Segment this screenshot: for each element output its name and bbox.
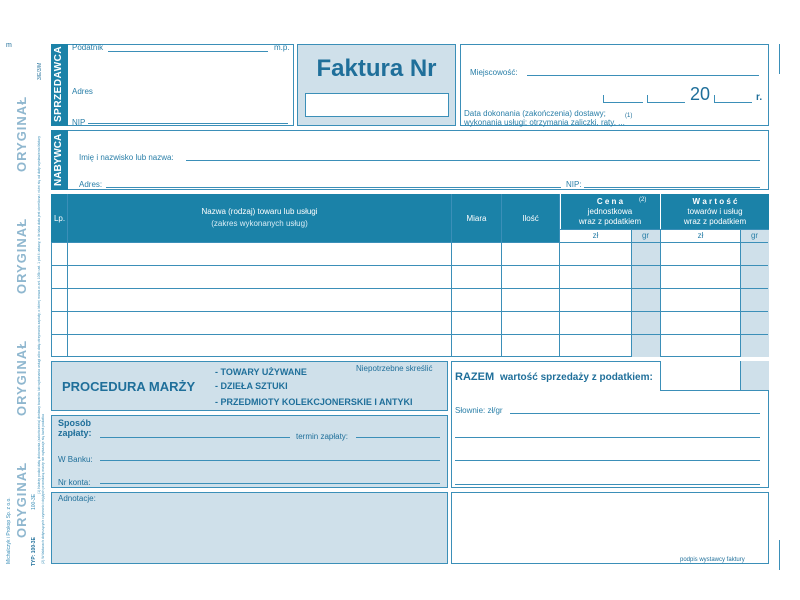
seller-podatnik-label: Podatnik — [72, 43, 104, 52]
col-value-header-3: wraz z podatkiem — [683, 217, 747, 226]
buyer-name-line[interactable] — [186, 153, 760, 161]
col-name-header: Nazwa (rodzaj) towaru lub usługi — [201, 207, 318, 216]
sidebar-publisher: Michalczyk i Prokop Sp. z o.o. — [6, 497, 12, 564]
place-line[interactable] — [527, 68, 759, 76]
margin-item-1[interactable]: - TOWARY UŻYWANE — [215, 367, 307, 377]
right-edge-mark-1 — [779, 44, 780, 74]
buyer-label-bar — [51, 130, 68, 190]
notes-block[interactable] — [51, 492, 448, 564]
totals-label: wartość sprzedaży z podatkiem: — [500, 372, 653, 383]
payment-method-line[interactable] — [100, 430, 290, 438]
col-price-header-3: wraz z podatkiem — [578, 217, 642, 226]
seller-nip-label: NIP — [72, 118, 86, 127]
sidebar-original-4: ORYGINAŁ — [14, 461, 29, 538]
delivery-date-label-2: wykonania usługi; otrzymania zaliczki, raty, ... — [464, 118, 625, 127]
col-name-subheader: (zakres wykonanych usług) — [211, 219, 308, 228]
notes-label: Adnotacje: — [58, 494, 96, 503]
sidebar-original-1: ORYGINAŁ — [14, 95, 29, 172]
signature-block[interactable] — [451, 492, 769, 564]
payment-term-label: termin zapłaty: — [296, 432, 349, 441]
sidebar-footnote-1: (1) Należy podać datę dokonania (zakończenia) dostawy towarów lub wykonania usługi albo datę otrzymania zapłaty, o której mowa w art. 106b ust. 1 pkt 4 ustawy, o ile taka data jest określona i różni się od daty wystawienia faktury — [37, 135, 41, 494]
seller-mp-label: m.p. — [274, 43, 290, 52]
totals-razem: RAZEM — [455, 371, 495, 383]
buyer-adres-label: Adres: — [79, 180, 103, 189]
sidebar-mark: m — [6, 42, 12, 49]
col-miara-header: Miara — [466, 214, 487, 223]
margin-item-3[interactable]: - PRZEDMIOTY KOLEKCJONERSKIE I ANTYKI — [215, 397, 413, 407]
col-value-gr: gr — [750, 231, 759, 240]
table-row[interactable] — [52, 311, 768, 334]
col-value-zl: zł — [697, 231, 704, 240]
margin-note: Niepotrzebne skreślić — [356, 364, 433, 373]
col-price-gr: gr — [641, 231, 650, 240]
margin-item-2[interactable]: - DZIEŁA SZTUKI — [215, 381, 288, 391]
totals-slownie-line-3[interactable] — [455, 453, 760, 461]
col-ilosc-header: Ilość — [522, 214, 539, 223]
table-row[interactable] — [52, 334, 768, 357]
payment-account-line[interactable] — [100, 476, 440, 484]
seller-label-bar — [51, 44, 68, 126]
date-field-month[interactable] — [647, 95, 685, 103]
invoice-number-field[interactable] — [305, 93, 449, 117]
delivery-date-label-1: Data dokonania (zakończenia) dostawy; — [464, 109, 606, 118]
date-field-day[interactable] — [603, 95, 643, 103]
sidebar-original-3: ORYGINAŁ — [14, 339, 29, 416]
buyer-adres-line[interactable] — [106, 180, 561, 188]
col-lp-header: Lp. — [53, 214, 66, 223]
totals-gr-field[interactable] — [740, 361, 769, 391]
col-price-header-1: C e n a — [596, 197, 624, 206]
col-value-header-2: towarów i usług — [687, 207, 743, 216]
buyer-name-label: Imię i nazwisko lub nazwa: — [79, 153, 174, 162]
seller-adres-label: Adres — [72, 87, 93, 96]
sidebar-edition: 3/E/3/M — [37, 62, 43, 80]
buyer-label: NABYWCA — [53, 133, 64, 186]
sidebar — [6, 44, 44, 570]
date-year-prefix: 20 — [690, 84, 711, 104]
sidebar-code: 100-3E — [31, 493, 37, 510]
totals-slownie-line-1[interactable] — [510, 406, 760, 414]
col-price-footnote: (2) — [639, 197, 647, 203]
payment-sposob-label: Sposób — [58, 418, 91, 428]
payment-term-line[interactable] — [356, 430, 440, 438]
seller-nip-line[interactable] — [88, 116, 288, 124]
col-value-header-1: W a r t o ś ć — [692, 197, 738, 206]
totals-slownie-line-4[interactable] — [455, 477, 760, 485]
buyer-nip-label: NIP: — [566, 180, 582, 189]
col-price-zl: zł — [592, 231, 599, 240]
seller-label: SPRZEDAWCA — [53, 45, 64, 122]
seller-podatnik-line[interactable] — [108, 44, 268, 52]
payment-account-label: Nr konta: — [58, 478, 91, 487]
buyer-nip-line[interactable] — [584, 180, 760, 188]
date-field-year[interactable] — [714, 95, 752, 103]
payment-bank-label: W Banku: — [58, 455, 93, 464]
sidebar-footnote-2: (2) W fakturach dotyczących czynności objętych procedurą marży nie wykazuje się kwot podatku — [41, 414, 45, 564]
signature-label: podpis wystawcy faktury — [680, 557, 745, 563]
table-row[interactable] — [52, 242, 768, 265]
place-label: Miejscowość: — [470, 68, 518, 77]
payment-zaplaty-label: zapłaty: — [58, 428, 92, 438]
date-r-label: r. — [756, 92, 763, 103]
sidebar-original-2: ORYGINAŁ — [14, 217, 29, 294]
col-price-header-2: jednostkowa — [587, 207, 633, 216]
sidebar-type: TYP: 100-3E — [31, 537, 37, 566]
invoice-title: Faktura Nr — [316, 55, 437, 82]
totals-zl-field[interactable] — [660, 361, 740, 391]
delivery-footnote-mark: (1) — [625, 113, 633, 119]
margin-procedure-title: PROCEDURA MARŻY — [62, 379, 196, 394]
payment-bank-line[interactable] — [100, 453, 440, 461]
totals-slownie-line-2[interactable] — [455, 430, 760, 438]
table-row[interactable] — [52, 265, 768, 288]
right-edge-mark-2 — [779, 540, 780, 570]
table-row[interactable] — [52, 288, 768, 311]
totals-slownie-label: Słownie: zł/gr — [455, 406, 503, 415]
seller-block — [51, 44, 294, 126]
